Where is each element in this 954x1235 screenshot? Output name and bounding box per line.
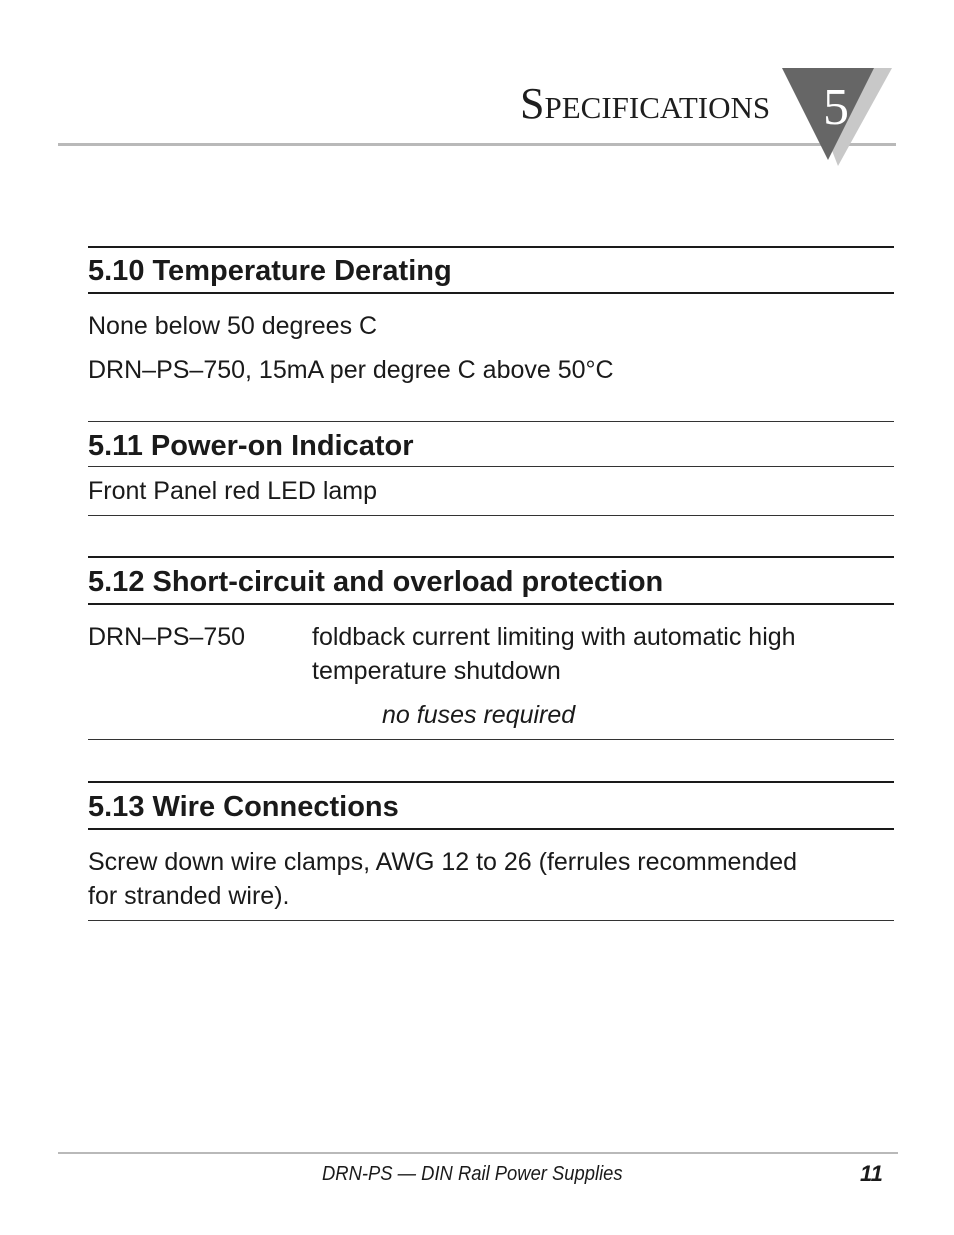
body-line: Screw down wire clamps, AWG 12 to 26 (ferrules recommended — [88, 848, 798, 876]
body-line: None below 50 degrees C — [88, 312, 378, 340]
note-no-fuses: no fuses required — [382, 701, 576, 729]
section-heading-short-circuit: 5.12 Short-circuit and overload protection — [88, 566, 664, 598]
section-rule-bottom — [88, 920, 894, 921]
section-rule — [88, 603, 894, 605]
section-rule-top — [88, 246, 894, 248]
page-number: 11 — [860, 1161, 883, 1186]
section-rule — [88, 292, 894, 294]
footer-title: DRN-PS — DIN Rail Power Supplies — [322, 1163, 623, 1185]
section-rule-top — [88, 781, 894, 783]
body-line: DRN–PS–750, 15mA per degree C above 50°C — [88, 356, 614, 384]
section-heading-wire-connections: 5.13 Wire Connections — [88, 791, 399, 823]
body-line: for stranded wire). — [88, 882, 290, 910]
body-line: foldback current limiting with automatic high — [312, 623, 796, 651]
header-rule — [58, 143, 896, 146]
section-heading-temperature-derating: 5.10 Temperature Derating — [88, 255, 452, 287]
model-label: DRN–PS–750 — [88, 623, 246, 651]
section-heading-power-on-indicator: 5.11 Power-on Indicator — [88, 430, 414, 462]
section-rule-top — [88, 556, 894, 558]
section-rule-top — [88, 421, 894, 422]
chapter-number: 5 — [823, 79, 849, 136]
body-line: Front Panel red LED lamp — [88, 477, 378, 505]
footer-rule — [58, 1152, 898, 1154]
section-rule — [88, 828, 894, 830]
section-rule-bottom — [88, 515, 894, 516]
section-rule-bottom — [88, 739, 894, 740]
section-rule — [88, 466, 894, 467]
body-line: temperature shutdown — [312, 657, 561, 685]
chapter-title: Specifications — [520, 79, 771, 128]
